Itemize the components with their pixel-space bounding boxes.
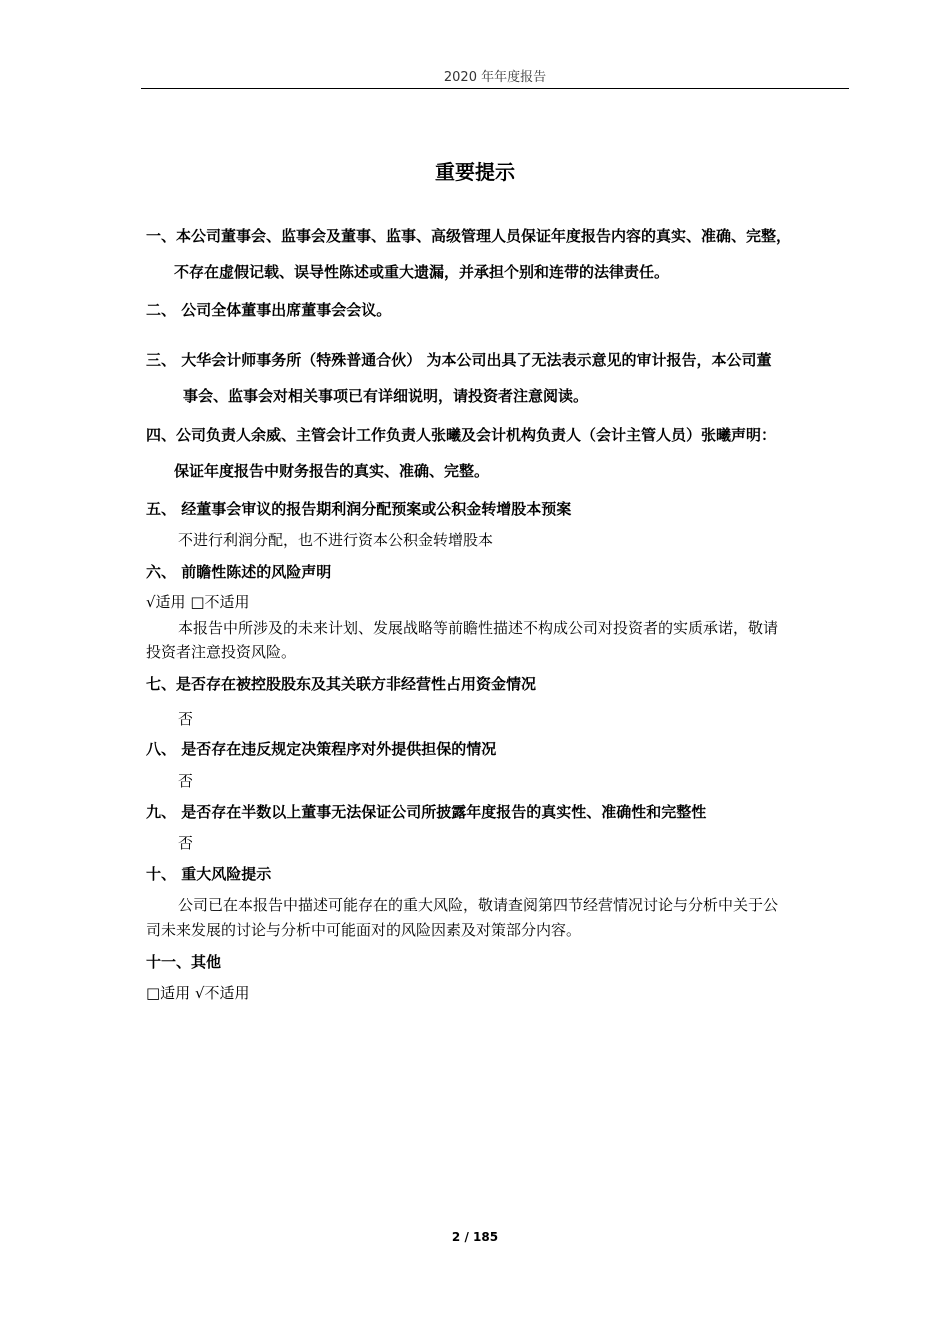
item-1-line-1: 一、本公司董事会、监事会及董事、监事、高级管理人员保证年度报告内容的真实、准确、完整， [146, 227, 792, 245]
item-8-body: 否 [178, 772, 194, 790]
item-6-body-line-2: 投资者注意投资风险。 [146, 643, 297, 661]
page-number: 2 / 185 [451, 1230, 499, 1244]
item-4-line-2: 保证年度报告中财务报告的真实、准确、完整。 [174, 462, 490, 480]
item-8-heading: 八、 是否存在违反规定决策程序对外提供担保的情况 [146, 740, 497, 758]
page-header: 2020 年年度报告 [443, 70, 547, 85]
item-3-line-1: 三、 大华会计师事务所（特殊普通合伙） 为本公司出具了无法表示意见的审计报告，本公司董 [146, 351, 772, 369]
item-6-applicability: √适用 □不适用 [146, 593, 250, 611]
item-11-heading: 十一、其他 [146, 953, 222, 971]
item-5-heading: 五、 经董事会审议的报告期利润分配预案或公积金转增股本预案 [146, 500, 572, 518]
item-10-body-line-1: 公司已在本报告中描述可能存在的重大风险，敬请查阅第四节经营情况讨论与分析中关于公 [178, 896, 779, 914]
item-7-heading: 七、是否存在被控股股东及其关联方非经营性占用资金情况 [146, 675, 537, 693]
item-11-applicability: □适用 √不适用 [146, 984, 250, 1002]
item-2: 二、 公司全体董事出席董事会会议。 [146, 301, 392, 319]
item-6-body-line-1: 本报告中所涉及的未来计划、发展战略等前瞻性描述不构成公司对投资者的实质承诺，敬请 [178, 619, 779, 637]
item-10-body-line-2: 司未来发展的讨论与分析中可能面对的风险因素及对策部分内容。 [146, 921, 582, 939]
item-9-body: 否 [178, 834, 194, 852]
header-divider [141, 88, 849, 89]
item-4-line-1: 四、公司负责人余威、主管会计工作负责人张曦及会计机构负责人（会计主管人员）张曦声明： [146, 426, 777, 444]
page-title: 重要提示 [435, 160, 515, 184]
item-5-body: 不进行利润分配，也不进行资本公积金转增股本 [178, 531, 494, 549]
item-10-heading: 十、 重大风险提示 [146, 865, 272, 883]
item-6-heading: 六、 前瞻性陈述的风险声明 [146, 563, 332, 581]
item-3-line-2: 事会、监事会对相关事项已有详细说明，请投资者注意阅读。 [183, 387, 589, 405]
item-9-heading: 九、 是否存在半数以上董事无法保证公司所披露年度报告的真实性、准确性和完整性 [146, 803, 707, 821]
item-7-body: 否 [178, 710, 194, 728]
item-1-line-2: 不存在虚假记载、误导性陈述或重大遗漏，并承担个别和连带的法律责任。 [174, 263, 670, 281]
